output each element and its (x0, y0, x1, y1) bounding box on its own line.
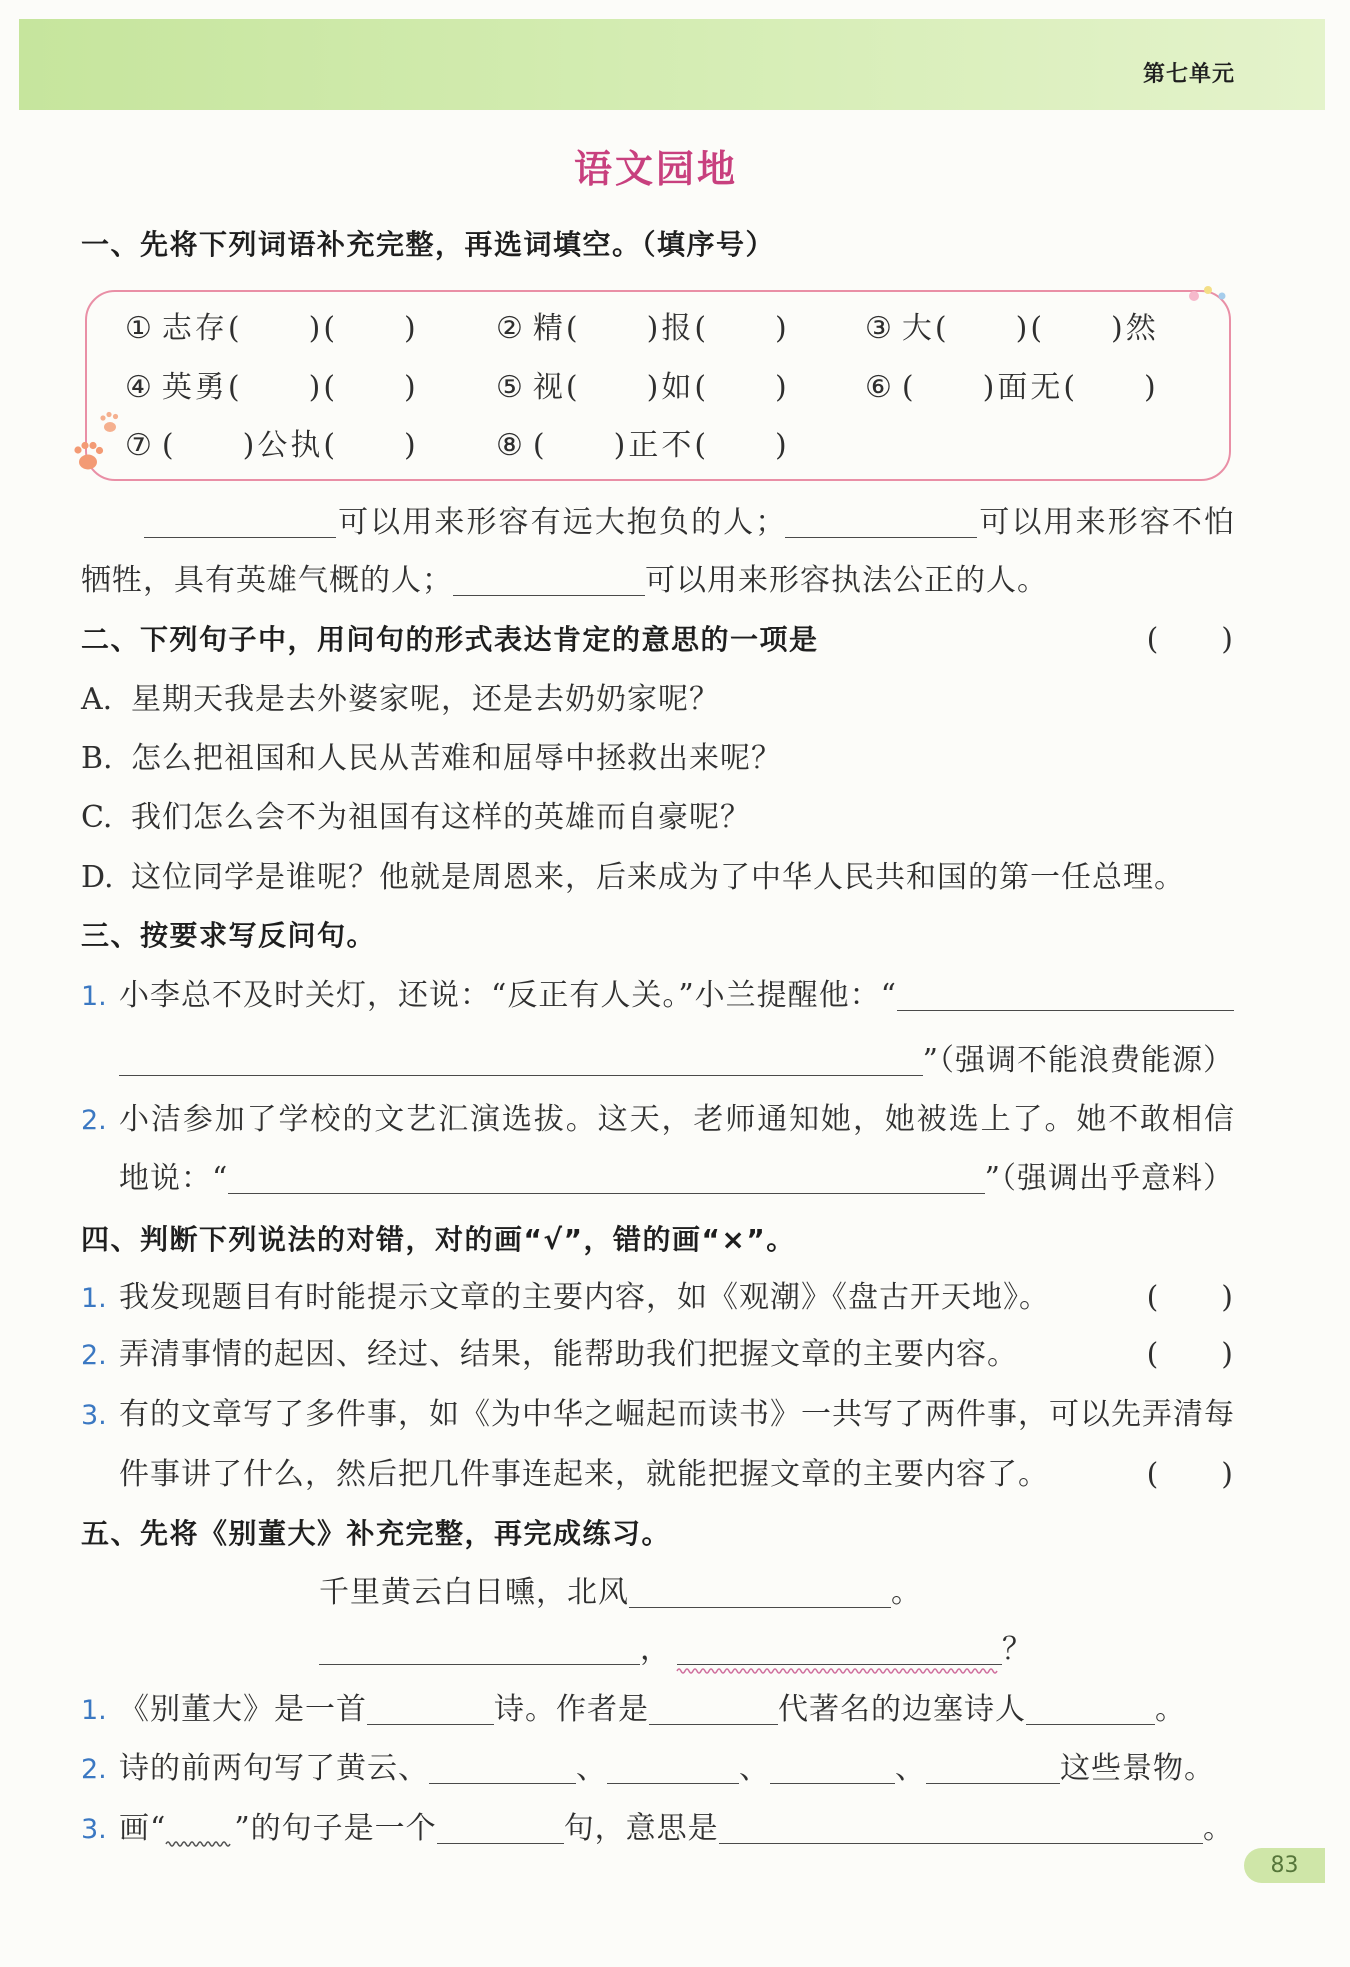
answer-blank (629, 1607, 891, 1608)
question-text: 。 (1155, 1692, 1186, 1727)
question-3-1-line-2 (119, 1041, 1234, 1081)
word-item (865, 368, 1159, 408)
option-b (81, 739, 782, 779)
wavy-mark-blank (166, 1843, 234, 1844)
question-number-label: 3. (81, 1400, 107, 1431)
poem-line-2 (319, 1630, 1033, 1670)
fill-line-2 (81, 561, 1048, 601)
judge-item-1 (81, 1278, 1234, 1319)
option-text: 我们怎么会不为祖国有这样的英雄而自豪呢？ (131, 800, 751, 835)
word-item (496, 426, 790, 466)
word-item (496, 309, 790, 349)
question-number (81, 1100, 119, 1141)
wavy-underline-icon (166, 1840, 234, 1848)
answer-blank (144, 537, 336, 538)
separator: 、 (739, 1751, 770, 1786)
poem-text: ？ (1002, 1632, 1033, 1667)
answer-parentheses: ( ) (1146, 1457, 1234, 1492)
question-text: 这些景物。 (1060, 1751, 1215, 1786)
poem-text: 千里黄云白日曛，北风 (319, 1575, 629, 1610)
word-item (496, 368, 790, 408)
page-number: 83 (1244, 1848, 1325, 1883)
word-item (125, 368, 419, 408)
answer-parentheses: ( ) (1146, 1337, 1234, 1372)
item-number: ③ (865, 311, 892, 346)
item-number: ⑧ (496, 428, 523, 463)
poem-text: ， (640, 1632, 671, 1667)
question-text: 地说：“ (119, 1161, 229, 1196)
question-text: 诗的前两句写了黄云、 (119, 1751, 429, 1786)
option-label: B. (81, 741, 113, 776)
separator: 、 (895, 1751, 926, 1786)
option-text: 星期天我是去外婆家呢，还是去奶奶家呢？ (131, 682, 720, 717)
option-a (81, 680, 720, 720)
answer-blank (453, 595, 645, 596)
question-text: ”（强调不能浪费能源） (922, 1043, 1234, 1078)
page-title: 语文园地 (573, 147, 738, 191)
separator: 、 (576, 1751, 607, 1786)
option-d (81, 858, 1185, 898)
answer-blank (719, 1843, 1203, 1844)
item-number: ⑦ (125, 428, 152, 463)
question-text: 《别董大》是一首 (119, 1692, 367, 1727)
question-5-1 (81, 1690, 1186, 1731)
item-text: ( )正不( ) (532, 428, 790, 463)
question-text: 小李总不及时关灯，还说：“反正有人关。”小兰提醒他：“ (119, 978, 898, 1013)
answer-blank-wavy (677, 1664, 1002, 1665)
item-number: ① (125, 311, 152, 346)
answer-blank (319, 1664, 640, 1665)
question-number: 1. (81, 981, 107, 1012)
option-text: 这位同学是谁呢？他就是周恩来，后来成为了中华人民共和国的第一任总理。 (131, 860, 1185, 895)
fill-line-1 (144, 503, 1234, 543)
answer-blank (897, 1010, 1234, 1011)
judge-item-3-line-1: 有的文章写了多件事，如《为中华之崛起而读书》一共写了两件事，可以先弄清每 (119, 1397, 1234, 1432)
judge-item-3-line-2 (119, 1455, 1234, 1495)
question-text: 我发现题目有时能提示文章的主要内容，如《观潮》《盘古开天地》。 (119, 1280, 1050, 1315)
option-label: A. (81, 682, 113, 717)
question-number-label: 2. (81, 1105, 107, 1136)
question-text: 诗。作者是 (494, 1692, 649, 1727)
item-text: 志存( )( ) (161, 311, 419, 346)
item-number: ② (496, 311, 523, 346)
question-text: 弄清事情的起因、经过、结果，能帮助我们把握文章的主要内容。 (119, 1337, 1018, 1372)
poem-text: 。 (891, 1575, 922, 1610)
option-label: C. (81, 800, 113, 835)
judge-item-2 (81, 1335, 1234, 1376)
question-text: ”（强调出乎意料） (984, 1161, 1234, 1196)
question-number (81, 1395, 119, 1436)
item-text: 英勇( )( ) (161, 370, 419, 405)
header-band (19, 19, 1325, 110)
fill-text: 牺牲，具有英雄气概的人； (81, 563, 453, 598)
item-text: 大( )( )然 (901, 311, 1159, 346)
paw-print-icon (70, 402, 130, 478)
answer-blank (770, 1783, 895, 1784)
item-text: ( )面无( ) (901, 370, 1159, 405)
answer-blank (607, 1783, 739, 1784)
item-text: 视( )如( ) (532, 370, 790, 405)
question-number: 3. (81, 1814, 107, 1845)
option-text: 怎么把祖国和人民从苦难和屈辱中拯救出来呢？ (131, 741, 782, 776)
word-item (125, 309, 419, 349)
answer-blank (119, 1075, 923, 1076)
word-item (865, 309, 1159, 349)
dots-decoration-icon (1186, 282, 1230, 306)
question-number: 1. (81, 1283, 107, 1314)
answer-blank (228, 1193, 984, 1194)
section-2-heading: 二、下列句子中，用问句的形式表达肯定的意思的一项是 (81, 623, 819, 656)
question-number: 1. (81, 1695, 107, 1726)
item-text: ( )公执( ) (161, 428, 419, 463)
question-3-2-line-1: 小洁参加了学校的文艺汇演选拔。这天，老师通知她，她被选上了。她不敢相信 (119, 1102, 1234, 1137)
answer-blank (926, 1783, 1060, 1784)
section-2-heading-row (81, 620, 1234, 660)
question-text: 代著名的边塞诗人 (778, 1692, 1026, 1727)
fill-text: 可以用来形容有远大抱负的人； (336, 505, 786, 540)
item-number: ⑤ (496, 370, 523, 405)
answer-blank (649, 1724, 778, 1725)
section-4-heading: 四、判断下列说法的对错，对的画“√”，错的画“×”。 (81, 1223, 796, 1256)
item-number: ⑥ (865, 370, 892, 405)
poem-line-1 (319, 1573, 922, 1613)
fill-text: 可以用来形容不怕 (977, 505, 1235, 540)
question-number: 2. (81, 1340, 107, 1371)
answer-parentheses: ( ) (1146, 1280, 1234, 1315)
question-3-2-line-2 (119, 1159, 1234, 1199)
question-5-3 (81, 1809, 1234, 1850)
answer-parentheses: ( ) (1146, 622, 1234, 657)
question-text: 件事讲了什么，然后把几件事连起来，就能把握文章的主要内容了。 (119, 1457, 1049, 1492)
question-5-2 (81, 1749, 1215, 1790)
item-number: ④ (125, 370, 152, 405)
fill-text: 可以用来形容执法公正的人。 (645, 563, 1048, 598)
answer-blank (437, 1843, 564, 1844)
option-label: D. (81, 860, 114, 895)
question-3-1-line-1 (81, 976, 1234, 1017)
question-number: 2. (81, 1754, 107, 1785)
question-text: ”的句子是一个 (234, 1811, 437, 1846)
answer-blank (367, 1724, 494, 1725)
option-c (81, 798, 751, 838)
item-text: 精( )报( ) (532, 311, 790, 346)
word-item (125, 426, 419, 466)
section-1-heading: 一、先将下列词语补充完整，再选词填空。（填序号） (81, 228, 776, 261)
question-text: 画“ (119, 1811, 167, 1846)
unit-label: 第七单元 (1142, 62, 1235, 87)
wavy-underline-icon (677, 1667, 1002, 1675)
question-text: 。 (1203, 1811, 1234, 1846)
section-3-heading: 三、按要求写反问句。 (81, 919, 377, 952)
answer-blank (1026, 1724, 1155, 1725)
answer-blank (429, 1783, 576, 1784)
answer-blank (785, 537, 977, 538)
question-text: 句，意思是 (563, 1811, 719, 1846)
section-5-heading: 五、先将《别董大》补充完整，再完成练习。 (81, 1517, 672, 1550)
